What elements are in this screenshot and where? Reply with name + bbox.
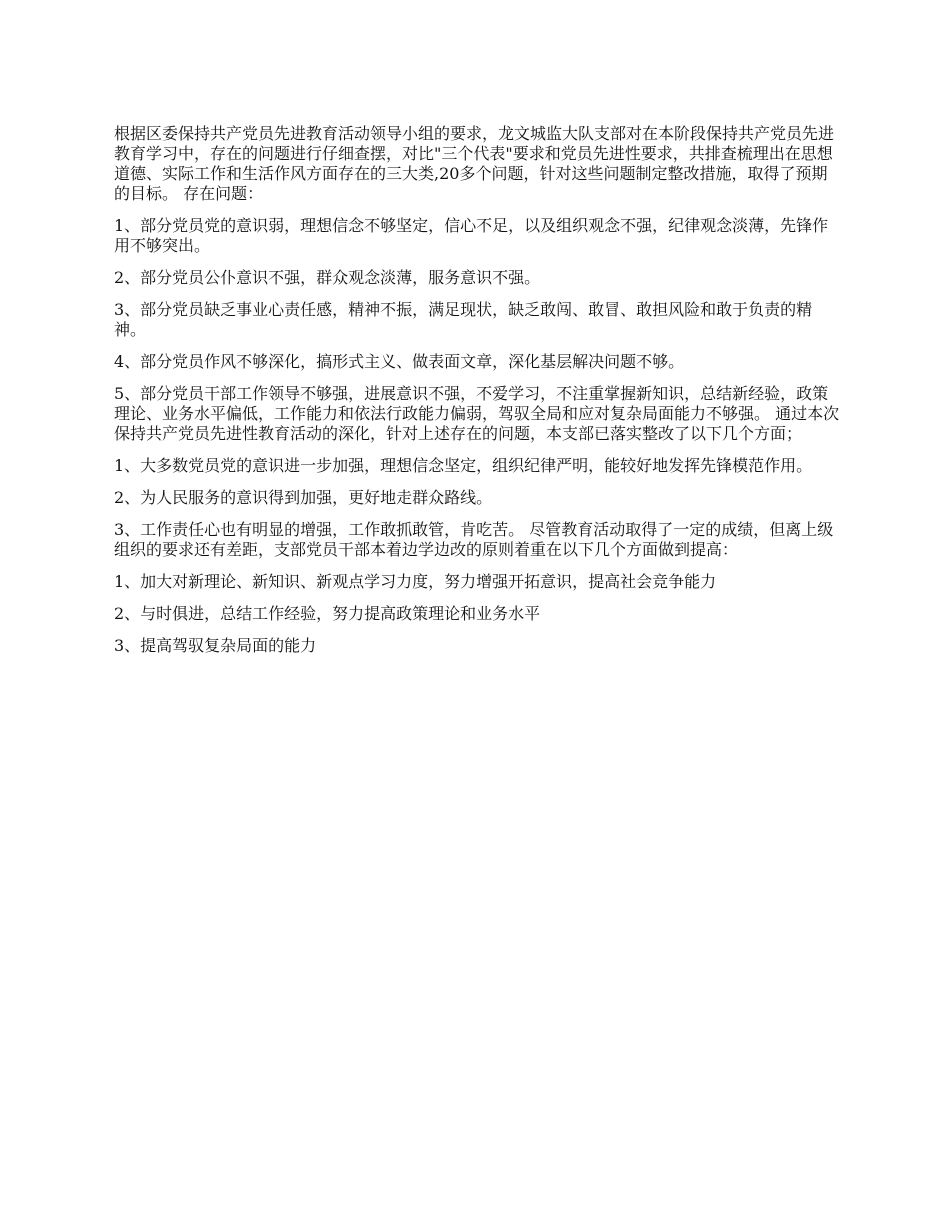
- rectification-item-2: 2、为人民服务的意识得到加强，更好地走群众路线。: [114, 488, 493, 507]
- problem-item-3: 3、部分党员缺乏事业心责任感，精神不振，满足现状，缺乏敢闯、敢冒、敢担风险和敢于负责的精神。: [114, 300, 813, 339]
- rectification-item-1: 1、大多数党员党的意识进一步加强，理想信念坚定，组织纪律严明，能较好地发挥先锋模范作用。: [114, 456, 813, 475]
- improvement-item-3: 3、提高驾驭复杂局面的能力: [114, 636, 317, 655]
- problem-item-1: 1、部分党员党的意识弱，理想信念不够坚定，信心不足，以及组织观念不强，纪律观念淡薄，先锋作用不够突出。: [114, 216, 829, 255]
- intro-paragraph: 根据区委保持共产党员先进教育活动领导小组的要求，龙文城监大队支部对在本阶段保持共产党员先进教育学习中，存在的问题进行仔细查摆，对比"三个代表"要求和党员先进性要求，共排查梳理出在思想道德、实际工作和生活作风方面存在的三大类,20多个问题，针对这些问题制定整改措施，取得了预期的目标。 存在问题：: [114, 124, 835, 203]
- problem-item-4: 4、部分党员作风不够深化，搞形式主义、做表面文章，深化基层解决问题不够。: [114, 352, 685, 371]
- problem-item-5: 5、部分党员干部工作领导不够强，进展意识不强，不爱学习，不注重掌握新知识，总结新经验，政策理论、业务水平偏低，工作能力和依法行政能力偏弱，驾驭全局和应对复杂局面能力不够强。 通过本次保持共产党员先进性教育活动的深化，针对上述存在的问题，本支部已落实整改了以下几个方面；: [114, 384, 840, 443]
- problem-item-2: 2、部分党员公仆意识不强，群众观念淡薄，服务意识不强。: [114, 268, 541, 287]
- document-body: [114, 124, 840, 668]
- improvement-item-2: 2、与时俱进，总结工作经验，努力提高政策理论和业务水平: [114, 604, 541, 623]
- rectification-item-3: 3、工作责任心也有明显的增强，工作敢抓敢管，肯吃苦。 尽管教育活动取得了一定的成绩，但离上级组织的要求还有差距，支部党员干部本着边学边改的原则着重在以下几个方面做到提高：: [114, 520, 834, 559]
- improvement-item-1: 1、加大对新理论、新知识、新观点学习力度，努力增强开拓意识，提高社会竞争能力: [114, 572, 717, 591]
